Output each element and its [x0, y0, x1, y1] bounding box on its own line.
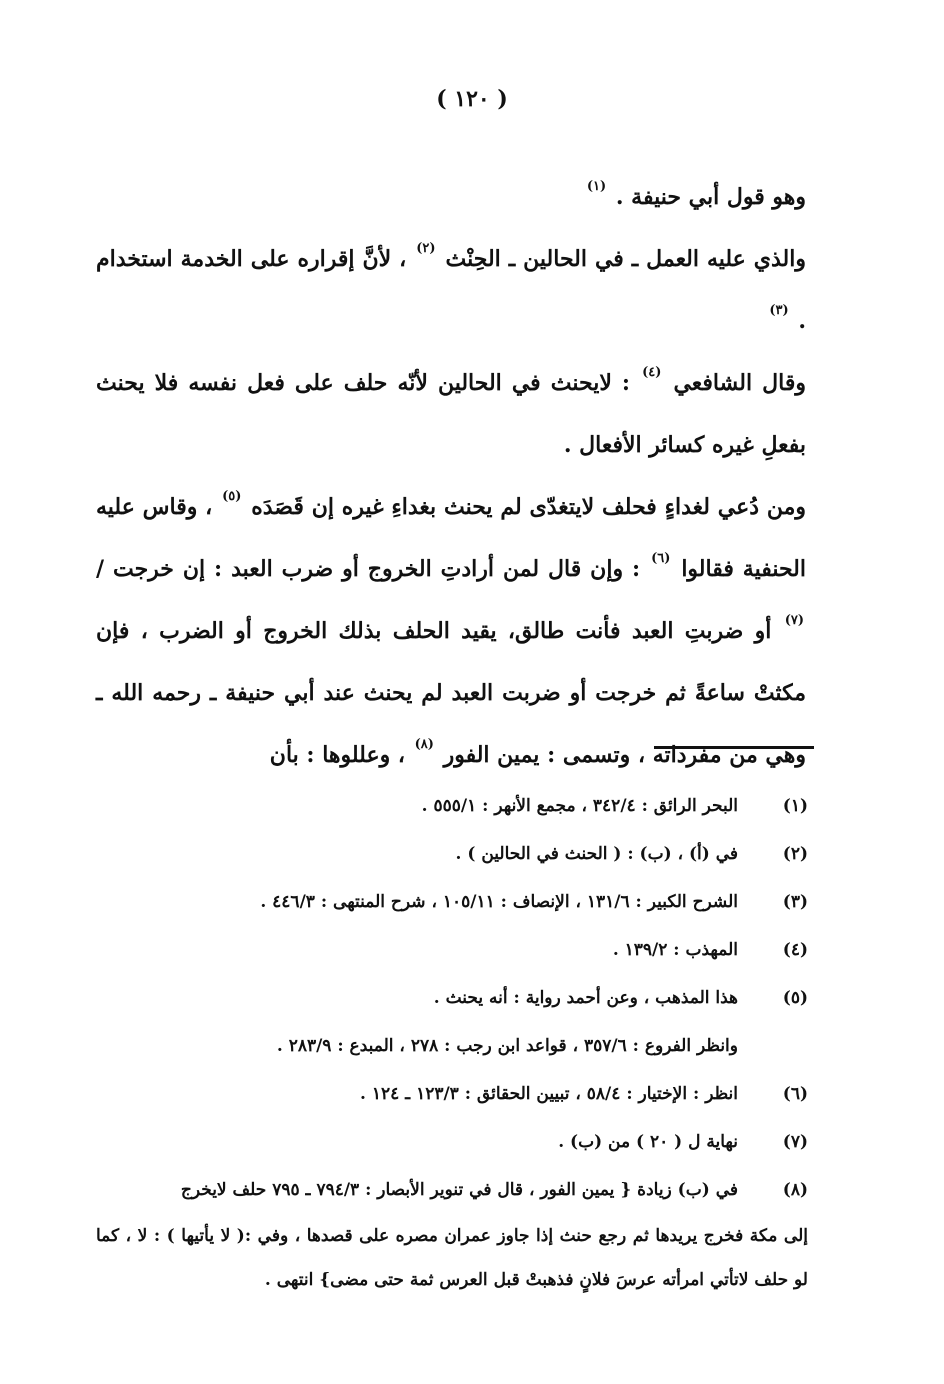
footnote-8-continuation: إلى مكة فخرج يريدها ثم رجع حنث إذا جاوز عمران مصره على قصدها ، وفي :( لا يأتيها ) : لا ، كما لو حلف لاتأتي امرأته عرسَ فلانٍ فذهبتْ قبل العرس ثمة حتى مضى} انتهى .	[96, 1226, 808, 1290]
paragraph-text: والذي عليه العمل ـ في الحالين ـ الحِنْث	[445, 246, 806, 272]
footnote-5-continuation: وانظر الفروع : ٣٥٧/٦ ، قواعد ابن رجب : ٢٧٨ ، المبدع : ٢٨٣/٩ .	[276, 1036, 738, 1056]
footnote-text: المهذب : ١٣٩/٢ .	[612, 940, 738, 960]
footnote-number: (٣)	[782, 892, 808, 912]
paragraph-2	[96, 228, 806, 352]
paragraph-3	[96, 352, 806, 476]
footnote-4	[96, 926, 808, 974]
footnote-marker: (١)	[586, 179, 607, 194]
footnote-6	[96, 1070, 808, 1118]
paragraph-text: وقال الشافعي	[673, 370, 806, 396]
paragraph-text: أو ضربتِ العبد فأنت طالق، يقيد الحلف بذلك الخروج أو الضرب ، فإن مكثتْ ساعةً ثم خرجت أو ضربت العبد لم يحنث عند أبي حنيفة ـ رحمه الله ـ وهي من مفرداته ، وتسمى : يمين الفور	[96, 618, 806, 768]
footnotes	[96, 782, 808, 1302]
footnote-separator	[654, 746, 814, 749]
footnote-marker: (٨)	[414, 737, 434, 752]
footnote-marker: (٧)	[784, 613, 804, 628]
footnote-number: (٦)	[782, 1084, 808, 1104]
footnote-text: في (ب) زيادة { يمين الفور ، قال في تنوير الأبصار : ٧٩٤/٣ ـ ٧٩٥ حلف لايخرج	[180, 1180, 738, 1200]
footnote-marker: (٦)	[651, 551, 671, 566]
paragraph-4	[96, 476, 806, 786]
footnote-text: انظر : الإختيار : ٥٨/٤ ، تبيين الحقائق : ١٢٣/٣ ـ ١٢٤ .	[360, 1084, 738, 1104]
footnote-text: في (أ) ، (ب) : ( الحنث في الحالين ) .	[455, 844, 738, 864]
footnote-number: (٥)	[782, 988, 808, 1008]
paragraph-text: ، لأنَّ إقراره على الخدمة استخدام .	[96, 246, 806, 334]
page-number: ( ١٢٠ )	[436, 86, 508, 112]
paragraph-text: : لايحنث في الحالين لأنّه حلف على فعل نفسه فلا يحنث بفعلِ غيره كسائر الأفعال .	[96, 370, 806, 458]
footnote-text: هذا المذهب ، وعن أحمد رواية : أنه يحنث .	[433, 988, 738, 1008]
footnote-number: (٤)	[782, 940, 808, 960]
paragraph-text: وهو قول أبي حنيفة .	[615, 184, 806, 210]
footnote-3	[96, 878, 808, 926]
footnote-marker: (٥)	[222, 489, 242, 504]
footnote-2	[96, 830, 808, 878]
paragraph-1	[96, 166, 806, 228]
footnote-number: (٢)	[782, 844, 808, 864]
footnote-number: (٨)	[782, 1180, 808, 1200]
footnote-8	[96, 1166, 808, 1214]
footnote-text: نهاية ل ( ٢٠ ) من (ب) .	[558, 1132, 738, 1152]
footnote-5	[96, 974, 808, 1022]
footnote-text: البحر الرائق : ٣٤٢/٤ ، مجمع الأنهر : ٥٥٥/١ .	[421, 796, 738, 816]
paragraph-text: ومن دُعي لغداءٍ فحلف لايتغدّى لم يحنث بغداءِ غيره إن قَصَدَه	[251, 494, 806, 520]
footnote-7	[96, 1118, 808, 1166]
footnote-1	[96, 782, 808, 830]
footnote-marker: (٤)	[642, 365, 662, 380]
paragraph-text: ، وقاس عليه الحنفية فقالوا	[96, 494, 806, 582]
footnote-marker: (٣)	[769, 303, 789, 318]
paragraph-text: : وإن قال لمن أرادتِ الخروج أو ضرب العبد : إن خرجت /	[96, 556, 641, 582]
footnote-text: الشرح الكبير : ١٣١/٦ ، الإنصاف : ١٠٥/١١ ، شرح المنتهى : ٤٤٦/٣ .	[260, 892, 738, 912]
footnote-number: (٧)	[782, 1132, 808, 1152]
paragraph-text: ، وعللوها : بأن	[269, 742, 405, 768]
footnote-marker: (٢)	[416, 241, 436, 256]
footnote-number: (١)	[782, 796, 808, 816]
main-text	[96, 160, 806, 786]
